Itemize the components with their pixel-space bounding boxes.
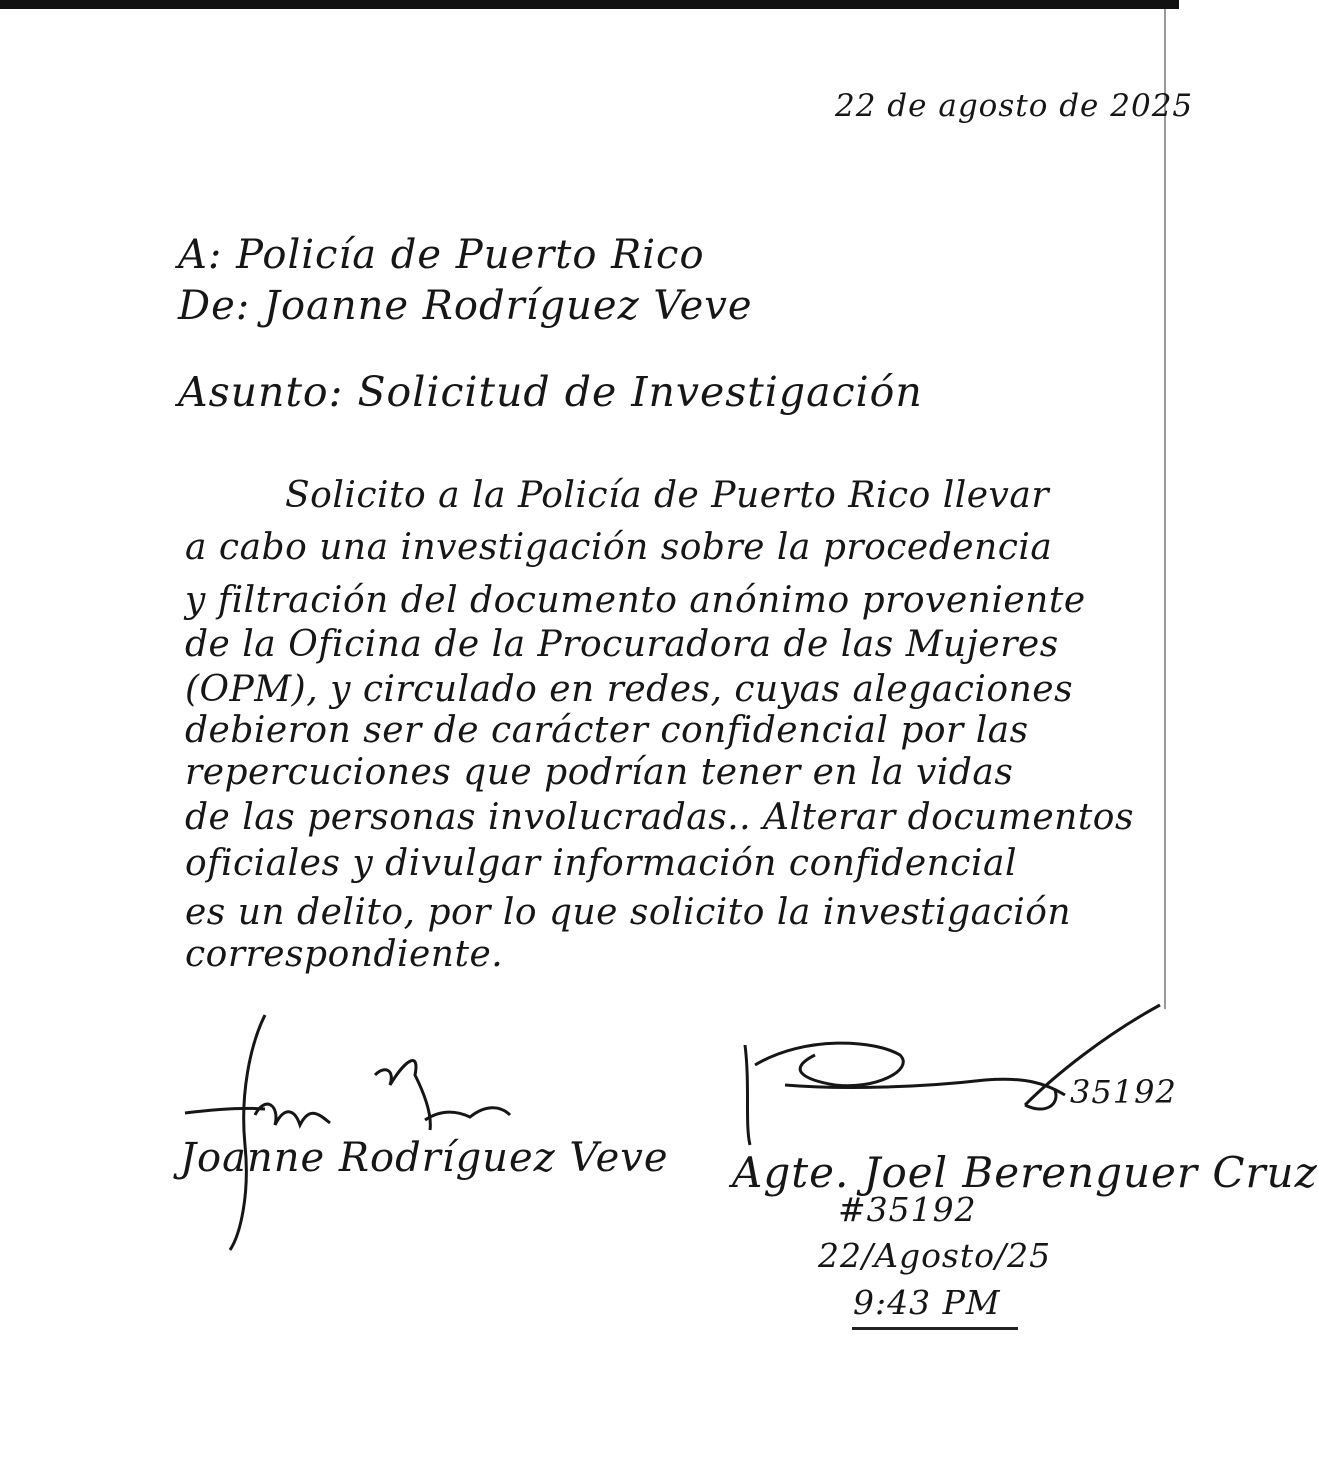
receiver-date: 22/Agosto/25 xyxy=(818,1236,1052,1275)
receiver-time: 9:43 PM xyxy=(853,1283,1001,1322)
body-line-8: de las personas involucradas.. Alterar documentos xyxy=(185,797,1134,838)
body-line-11: correspondiente. xyxy=(185,934,504,975)
body-line-7: repercuciones que podrían tener en la vidas xyxy=(185,752,1014,793)
recipient-line: A: Policía de Puerto Rico xyxy=(178,232,705,278)
body-line-10: es un delito, por lo que solicito la investigación xyxy=(185,892,1072,933)
time-underline xyxy=(852,1327,1018,1330)
sender-line: De: Joanne Rodríguez Veve xyxy=(178,283,753,329)
body-line-9: oficiales y divulgar información confidencial xyxy=(185,843,1017,884)
receiver-badge-mark: 35192 xyxy=(1070,1073,1177,1111)
body-line-4: de la Oficina de la Procuradora de las Mujeres xyxy=(185,624,1059,665)
paper-right-edge xyxy=(1164,9,1166,1009)
body-line-5: (OPM), y circulado en redes, cuyas alegaciones xyxy=(185,669,1074,710)
body-line-1: Solicito a la Policía de Puerto Rico llevar xyxy=(285,475,1050,516)
top-dark-bar xyxy=(0,0,1179,9)
body-line-2: a cabo una investigación sobre la procedencia xyxy=(185,527,1053,568)
receiver-name: Agte. Joel Berenguer Cruz xyxy=(732,1148,1318,1197)
body-line-3: y filtración del documento anónimo proveniente xyxy=(185,580,1086,621)
body-line-6: debieron ser de carácter confidencial por las xyxy=(185,710,1029,751)
receiver-badge: #35192 xyxy=(838,1190,977,1229)
letter-date: 22 de agosto de 2025 xyxy=(835,88,1194,124)
subject-line: Asunto: Solicitud de Investigación xyxy=(178,368,923,416)
sender-printed-name: Joanne Rodríguez Veve xyxy=(180,1135,669,1181)
